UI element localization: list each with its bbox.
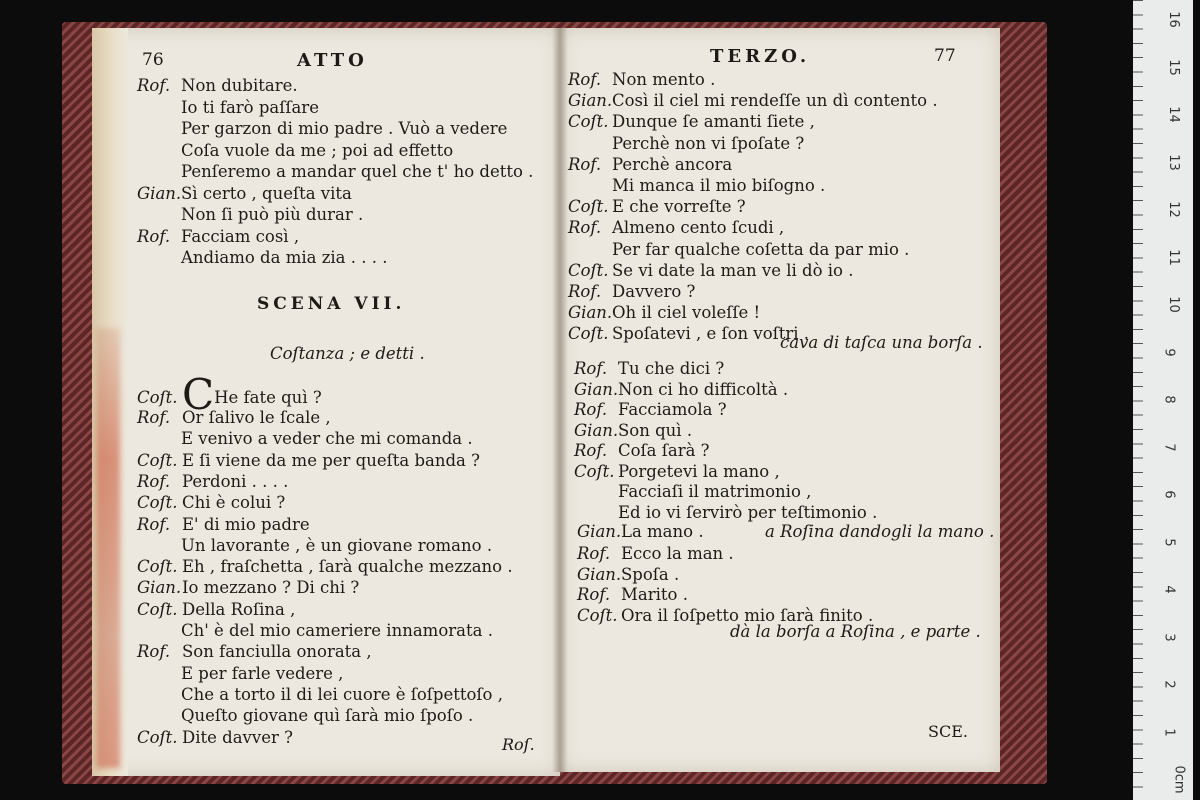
speaker-label: Coſt. bbox=[137, 388, 178, 407]
dialogue-line bbox=[574, 359, 724, 379]
running-header: TERZO. bbox=[710, 46, 811, 67]
line-text: E' di mio padre bbox=[182, 514, 310, 534]
dialogue-line bbox=[618, 482, 811, 502]
speaker-label: Rof. bbox=[137, 514, 171, 534]
line-text: Penſeremo a mandar quel che t' ho detto . bbox=[181, 162, 534, 181]
line-text: Son quì . bbox=[618, 420, 693, 440]
dialogue-line bbox=[181, 706, 473, 726]
speaker-label: Gian. bbox=[577, 564, 622, 584]
ruler-number: 0cm bbox=[1171, 765, 1187, 794]
line-text: Dite davver ? bbox=[182, 727, 293, 747]
line-text: Coſa vuole da me ; poi ad effetto bbox=[181, 140, 454, 160]
dialogue-line bbox=[137, 728, 293, 748]
dialogue-line bbox=[577, 522, 704, 542]
speaker-label: Gian. bbox=[137, 578, 182, 598]
ruler-number: 5 bbox=[1161, 537, 1177, 547]
stage-direction: a Roſina dandogli la mano . bbox=[765, 522, 995, 541]
line-text: E ſi viene da me per queſta banda ? bbox=[182, 450, 480, 470]
left-page bbox=[92, 28, 560, 776]
dialogue-line bbox=[612, 240, 909, 260]
right-page bbox=[560, 28, 1000, 772]
dialogue-line bbox=[574, 441, 710, 461]
line-text: Chi è colui ? bbox=[182, 493, 286, 513]
line-text: E che vorreſte ? bbox=[612, 197, 746, 217]
dialogue-line bbox=[568, 324, 809, 344]
dialogue-line bbox=[137, 600, 295, 620]
dialogue-line bbox=[181, 248, 387, 268]
line-text: Per garzon di mio padre . Vuò a vedere bbox=[181, 119, 508, 138]
dialogue-line bbox=[137, 451, 480, 471]
speaker-label: Rof. bbox=[568, 282, 602, 301]
dialogue-line bbox=[568, 261, 853, 281]
dialogue-line bbox=[137, 408, 331, 428]
dialogue-line bbox=[574, 462, 780, 482]
dialogue-line bbox=[181, 429, 473, 449]
line-text: Sì certo , queſta vita bbox=[181, 183, 352, 203]
line-text: Marito . bbox=[621, 585, 688, 604]
dialogue-line bbox=[568, 282, 695, 302]
dialogue-line bbox=[181, 162, 533, 182]
line-text: Della Roſina , bbox=[182, 599, 296, 619]
dialogue-line bbox=[577, 544, 734, 564]
dialogue-line bbox=[181, 536, 492, 556]
ruler-number: 10 bbox=[1165, 296, 1181, 313]
line-text: Ch' è del mio cameriere innamorata . bbox=[181, 621, 493, 640]
speaker-label: Rof. bbox=[137, 471, 171, 491]
dialogue-line bbox=[568, 91, 938, 111]
ruler-number: 7 bbox=[1161, 442, 1177, 452]
line-text: Ecco la man . bbox=[621, 544, 734, 563]
ruler-number: 8 bbox=[1161, 395, 1177, 404]
dialogue-line bbox=[568, 70, 715, 90]
red-edge-stain bbox=[96, 328, 120, 768]
line-text: Queſto giovane quì ſarà mio ſpoſo . bbox=[181, 706, 474, 726]
ruler-number: 12 bbox=[1165, 201, 1181, 218]
dialogue-line bbox=[137, 557, 513, 577]
ruler-number: 11 bbox=[1165, 248, 1181, 266]
line-text: La mano . bbox=[621, 522, 704, 541]
ruler-number: 3 bbox=[1161, 632, 1177, 642]
dialogue-line bbox=[618, 503, 877, 523]
line-text: Tu che dici ? bbox=[618, 359, 725, 378]
dialogue-line bbox=[574, 400, 727, 420]
speaker-label: Rof. bbox=[137, 76, 171, 95]
dialogue-line bbox=[568, 155, 732, 175]
line-text: Io ti farò paſſare bbox=[181, 97, 319, 117]
speaker-label: Rof. bbox=[568, 154, 602, 174]
dialogue-line bbox=[568, 303, 760, 323]
line-text: Facciaſi il matrimonio , bbox=[618, 482, 812, 501]
speaker-label: Rof. bbox=[137, 408, 171, 427]
speaker-label: Rof. bbox=[574, 441, 608, 460]
line-text: Son fanciulla onorata , bbox=[182, 642, 372, 662]
speaker-label: Coſt. bbox=[137, 557, 178, 577]
line-text: Così il ciel mi rendeſſe un dì contento . bbox=[612, 91, 938, 111]
line-text: Non ci ho difficoltà . bbox=[618, 379, 789, 399]
line-text: Non dubitare. bbox=[181, 76, 298, 95]
ruler-number: 6 bbox=[1161, 490, 1177, 499]
scene-title: SCENA VII. bbox=[257, 294, 406, 314]
speaker-label: Coſt. bbox=[568, 112, 609, 132]
line-text: Perchè non vi ſpoſate ? bbox=[612, 133, 805, 153]
line-text: E venivo a veder che mi comanda . bbox=[181, 429, 473, 449]
speaker-label: Rof. bbox=[137, 642, 171, 662]
stage-direction: cava di taſca una borſa . bbox=[780, 333, 983, 352]
line-text: Perdoni . . . . bbox=[182, 471, 289, 491]
dialogue-line bbox=[181, 205, 363, 225]
line-text: Ed io vi ſervirò per teſtimonio . bbox=[618, 502, 878, 522]
dialogue-line bbox=[568, 218, 784, 238]
speaker-label: Rof. bbox=[137, 226, 171, 246]
running-header: ATTO bbox=[297, 50, 368, 71]
speaker-label: Gian. bbox=[574, 420, 619, 440]
line-text: Almeno cento ſcudi , bbox=[612, 218, 785, 238]
line-text: Io mezzano ? Di chi ? bbox=[182, 578, 360, 598]
ruler-number: 2 bbox=[1161, 680, 1177, 689]
speaker-label: Coſt. bbox=[568, 324, 609, 344]
catchword: Roſ. bbox=[502, 735, 535, 754]
dialogue-line bbox=[568, 197, 746, 217]
speaker-label: Gian. bbox=[568, 91, 613, 111]
line-text: Davvero ? bbox=[612, 282, 696, 301]
dialogue-line bbox=[137, 515, 310, 535]
dialogue-line bbox=[574, 380, 788, 400]
ruler-number: 15 bbox=[1165, 58, 1181, 76]
line-text: Dunque ſe amanti ſiete , bbox=[612, 112, 815, 132]
speaker-label: Coſt. bbox=[568, 197, 609, 217]
line-text: Spoſa . bbox=[621, 564, 680, 584]
dialogue-line bbox=[568, 112, 815, 132]
ruler-number: 9 bbox=[1161, 347, 1177, 357]
dialogue-line bbox=[137, 642, 372, 662]
line-text: Non mento . bbox=[612, 70, 716, 89]
dialogue-line bbox=[181, 664, 343, 684]
speaker-label: Rof. bbox=[577, 585, 611, 604]
line-text: Andiamo da mia zia . . . . bbox=[181, 248, 388, 267]
speaker-label: Coſt. bbox=[137, 450, 178, 470]
line-text: Coſa ſarà ? bbox=[618, 441, 710, 460]
speaker-label: Coſt. bbox=[568, 260, 609, 280]
speaker-label: Gian. bbox=[137, 183, 182, 203]
speaker-label: Rof. bbox=[574, 400, 608, 419]
ruler-number: 4 bbox=[1161, 585, 1177, 594]
line-text: Facciamola ? bbox=[618, 400, 727, 419]
speaker-label: Gian. bbox=[574, 379, 619, 399]
dialogue-line bbox=[137, 227, 299, 247]
line-text: Perchè ancora bbox=[612, 154, 733, 174]
speaker-label: Gian. bbox=[577, 522, 622, 541]
speaker-label: Rof. bbox=[568, 218, 602, 238]
line-text: Mi manca il mio biſogno . bbox=[612, 176, 826, 195]
dialogue-line bbox=[137, 76, 298, 96]
page-number: 77 bbox=[934, 46, 956, 66]
ruler-number: 14 bbox=[1165, 106, 1181, 123]
drop-cap: C bbox=[182, 370, 215, 419]
dialogue-line bbox=[137, 493, 285, 513]
book-gutter bbox=[552, 28, 568, 772]
line-text: Per far qualche coſetta da par mio . bbox=[612, 239, 910, 259]
stage-direction: dà la borſa a Roſina , e parte . bbox=[730, 622, 981, 641]
page-number: 76 bbox=[142, 50, 164, 70]
speaker-label: Rof. bbox=[577, 544, 611, 563]
line-text: Facciam così , bbox=[181, 226, 300, 246]
speaker-label: Coſt. bbox=[137, 599, 178, 619]
line-text: Eh , fraſchetta , ſarà qualche mezzano . bbox=[182, 557, 513, 577]
speaker-label: Coſt. bbox=[137, 727, 178, 747]
line-text: Oh il ciel voleſſe ! bbox=[612, 303, 761, 323]
line-text: Un lavorante , è un giovane romano . bbox=[181, 535, 493, 555]
line-text: E per farle vedere , bbox=[181, 663, 344, 683]
dialogue-line bbox=[574, 421, 692, 441]
dialogue-line bbox=[181, 119, 507, 139]
line-text: Che a torto il di lei cuore è ſoſpettoſo , bbox=[181, 684, 503, 704]
dialogue-line bbox=[612, 176, 825, 196]
line-text: He fate quì ? bbox=[214, 388, 322, 407]
dialogue-line bbox=[577, 585, 688, 605]
speaker-label: Gian. bbox=[568, 303, 613, 323]
line-text: Se vi date la man ve li dò io . bbox=[612, 260, 854, 280]
speaker-label: Rof. bbox=[568, 70, 602, 89]
speaker-label: Coſt. bbox=[577, 605, 618, 625]
dialogue-line bbox=[577, 565, 679, 585]
dialogue-line bbox=[181, 621, 493, 641]
ruler-number: 13 bbox=[1165, 153, 1181, 171]
ruler-number: 16 bbox=[1165, 11, 1181, 28]
speaker-label: Coſt. bbox=[137, 493, 178, 513]
line-text: Non ſi può più durar . bbox=[181, 205, 364, 224]
speaker-label: Rof. bbox=[574, 359, 608, 378]
line-text: Or ſalivo le ſcale , bbox=[182, 408, 331, 427]
line-text: Ora il ſoſpetto mio ſarà finito . bbox=[621, 605, 874, 625]
dialogue-line bbox=[181, 685, 503, 705]
speaker-label: Coſt. bbox=[574, 461, 615, 481]
ruler-number: 1 bbox=[1161, 727, 1177, 737]
stage-direction: Coſtanza ; e detti . bbox=[270, 344, 425, 363]
line-text: Porgetevi la mano , bbox=[618, 461, 780, 481]
dialogue-line bbox=[181, 98, 319, 118]
dialogue-line bbox=[612, 134, 804, 154]
dialogue-line bbox=[181, 141, 453, 161]
catchword: SCE. bbox=[928, 722, 968, 741]
dialogue-line bbox=[137, 472, 288, 492]
line-text: Spoſatevi , e ſon voſtri . bbox=[612, 324, 810, 344]
dialogue-line bbox=[137, 184, 352, 204]
dialogue-line bbox=[137, 578, 359, 598]
